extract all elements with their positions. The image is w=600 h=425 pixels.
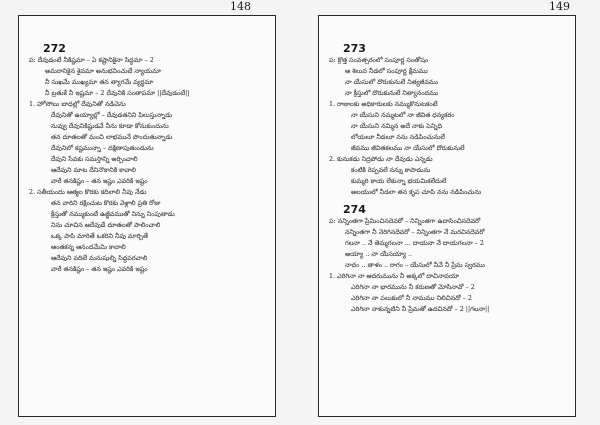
lyric-line: 1. రాజులకు అధికారులకు నమ్ముకొనుటకంటే: [329, 100, 438, 108]
lyric-line: అలయులో నీడలా తన కృప చూపి నను నడిపించును: [351, 188, 482, 196]
lyric-line: వారే తనకిష్టం – తన ఇష్టం ఎవరికి ఇష్టం: [51, 177, 148, 185]
lyric-line: కుమ్మరి కాయ లేకున్నా భయమికలేదులే: [351, 177, 447, 185]
song-number: 272: [43, 42, 66, 55]
lyric-line: దేవుని సేవకు సమస్తాన్ని అర్పించాలి: [51, 155, 138, 163]
lyric-line: లోయలూ నీడలూ నను నడిపించునులే: [351, 133, 445, 141]
lyric-line: నా యేసులో దొరుకునులే నిత్యజీవము: [345, 78, 438, 86]
lyric-line: నా యేసుని నమ్మటలో నా జీవిత ధన్యకరం: [351, 111, 455, 119]
lyric-line: నా క్రీస్తులో దొరుకునులే నిత్యానందము: [345, 89, 439, 97]
lyric-line: 2. సతీయందు ఆత్మల కొరకు కదిలాలి నీవు నేడు: [29, 188, 147, 196]
lyric-line: ప: దేవుడంటే నీకిష్టమా – ఏ కష్టానికైనా సిద్ధమా – 2: [29, 56, 154, 64]
right-page: [318, 15, 576, 417]
lyric-line: దేవునితో ఉయ్యాల్లో – దేవుడతనిని పిలుస్తున్నాడు: [51, 111, 173, 119]
lyric-line: కంటికి రెప్పవలే నన్ను కాపాడును: [351, 166, 431, 174]
lyric-line: దేవునిలో కష్టమున్నా – దక్షిణాపుతుండును: [51, 144, 154, 152]
lyric-line: నా యేసుని నమ్మిన అదే నాకు పెన్నిధి: [351, 122, 443, 130]
lyric-line: గలనా .. నే తెమ్మగలనా ... దాయనా నే దాయగలనా – 2: [345, 239, 484, 247]
lyric-line: జీవము జీవితకలము నా యేసులో దొరుకునులే: [351, 144, 465, 152]
page-number-left: 148: [230, 0, 251, 13]
lyric-line: క్రీస్తుతో నమ్ముకుంటే ఉజ్జీవముతో నిన్ను నింపుతాడు: [51, 210, 175, 218]
lyric-line: 1. ఎరిగినా నా ఆదరుమును నీ అక్కలో దాచినావయా: [329, 272, 460, 280]
lyric-line: ఎరిగినా నాకున్నటిని నీ ప్రేమతో ఉదచినదో – 2 ||గలనా||: [351, 305, 490, 313]
song-lyrics: [329, 55, 575, 198]
lyric-line: నన్నింతగా నీ నెరిగినదెవరో – నిన్నింతగా నే మరచినదెవరో: [345, 228, 485, 236]
lyric-line: ఆ శిలువ నీడలో సంపూర్ణ క్షేమము: [345, 67, 428, 75]
lyric-line: ఆంతకన్న ఆనందమేమి కావాలి: [51, 243, 126, 251]
lyric-line: అమరానికైన శైవమా అనుభవించుటే న్యాయమా: [45, 67, 161, 75]
lyric-line: నీ సుఖమే ముఖ్యమా తన త్యాగమే వ్యర్థమా: [45, 78, 154, 86]
lyric-line: ప: క్రొత్త సంవత్సరంలో సంపూర్ణ సంతోషం: [329, 56, 429, 64]
lyric-line: నీ బ్రతుకే నీ ఇష్టమా – 2 దేవునికి సంతాపమా ||దేవుడంటే||: [45, 89, 190, 97]
song-lyrics: [329, 216, 575, 315]
song-number: 273: [343, 42, 366, 55]
lyric-line: తన వారిని రక్షించుట కొరకు వెళ్లాలి ప్రతి రోజు: [51, 199, 161, 207]
lyric-line: ఒక్క పాపి మారితే ఒకరిని నీవు మార్చితే: [51, 232, 148, 240]
page-number-right: 149: [549, 0, 570, 13]
lyric-line: ఎరిగినా నా భారమును నీ కరుణతో మోసినావో – 2: [351, 283, 475, 291]
lyric-line: 2. కునుకడు నిద్రపోడు నా దేవుడు ఎన్నడు: [329, 155, 433, 163]
lyric-line: నువ్వు దేవునికిష్టుడవే నీను కూడా కోనుకుందును: [51, 122, 169, 130]
lyric-line: ఆదేవుని మాట దేనినొకానికి కావాలి: [51, 166, 136, 174]
lyric-line: ఎరిగినా నా పలుకులో నీ నామము నిలిచినదో – 2: [351, 294, 473, 302]
lyric-line: నాదం .. తాళం .. రాగం – యేసులో నీవే నీ ప్రేమ స్వరము: [345, 261, 485, 269]
lyric-line: నిను చూచిన ఆదేవుడే దూతలతో పాలించాలి: [51, 221, 161, 229]
lyric-line: వారే తనకిష్టం – తన ఇష్టం ఎవరికి ఇష్టం: [51, 265, 148, 273]
lyric-line: ప: నన్నింతగా ప్రేమించినదెవరో – నిన్నింతగా ఉదాసించినదెవరో: [329, 217, 481, 225]
lyric-line: ఆదేవుని వదిలే మనుషుల్ని సిద్ధపరచాలి: [51, 254, 148, 262]
lyric-line: తన దూతలతో మంచి లాభమునే పొందుతున్నాడు: [51, 133, 173, 141]
song-number: 274: [343, 203, 366, 216]
left-page: [18, 15, 276, 417]
lyric-line: అయ్యా .. నా యేసయ్యా ..: [345, 250, 413, 258]
song-lyrics: [29, 55, 275, 275]
lyric-line: 1. హోసోబు బాధల్లో దేవునితో నడిచెను: [29, 100, 126, 108]
